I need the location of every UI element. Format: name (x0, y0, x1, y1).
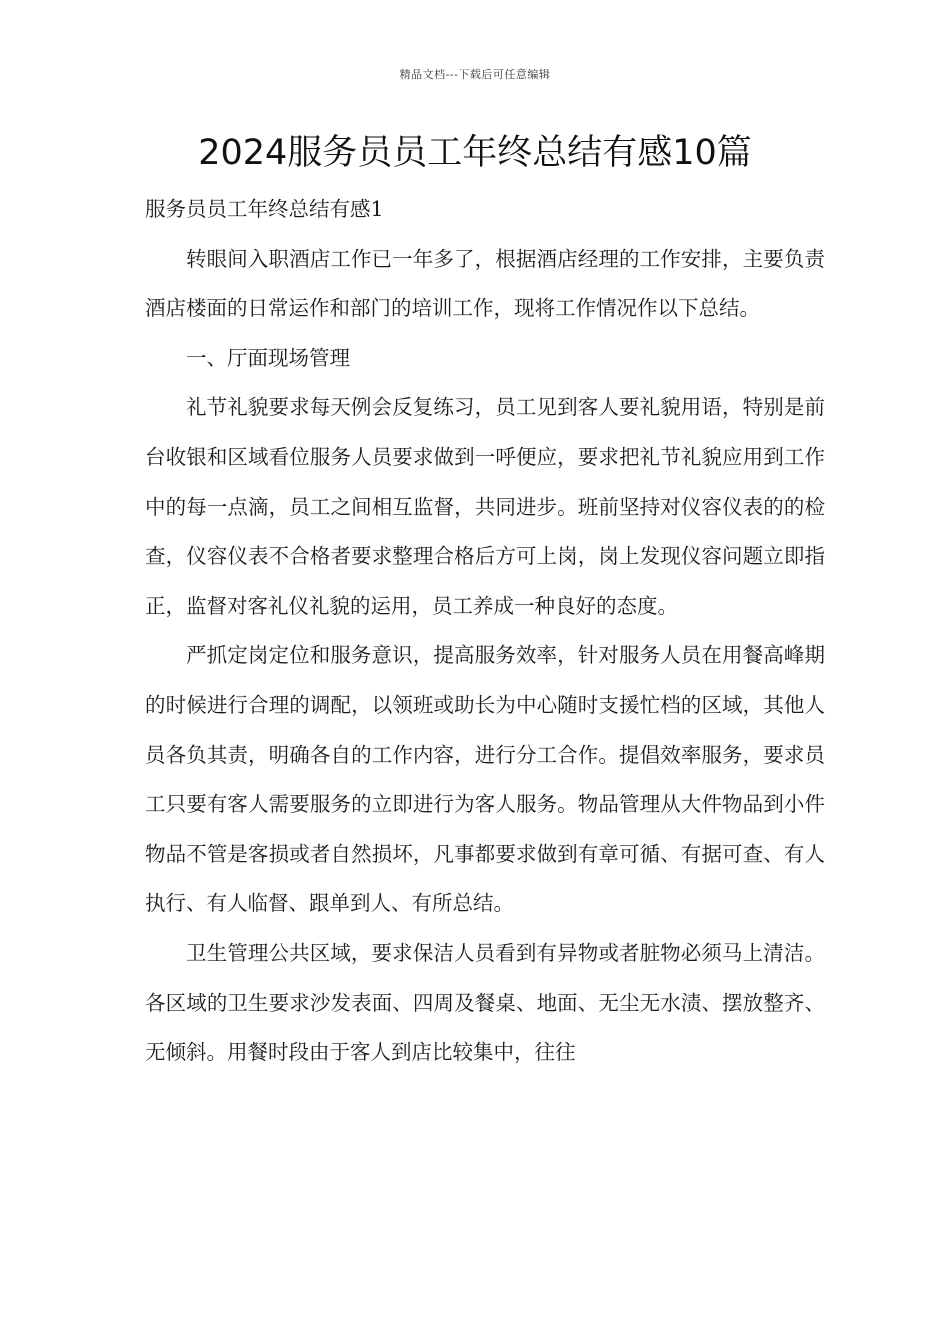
paragraph-intro: 转眼间入职酒店工作已一年多了，根据酒店经理的工作安排，主要负责酒店楼面的日常运作和部门的培训工作，现将工作情况作以下总结。 (145, 246, 825, 321)
paragraph-etiquette: 礼节礼貌要求每天例会反复练习，员工见到客人要礼貌用语，特别是前台收银和区域看位服务人员要求做到一呼便应，要求把礼节礼貌应用到工作中的每一点滴，员工之间相互监督，共同进步。班前坚持对仪容仪表的的检查，仪容仪表不合格者要求整理合格后方可上岗，岗上发现仪容问题立即指正，监督对客礼仪礼貌的运用，员工养成一种良好的态度。 (145, 395, 825, 618)
document-title: 2024服务员员工年终总结有感10篇 (198, 133, 752, 173)
paragraph-positioning: 严抓定岗定位和服务意识，提高服务效率，针对服务人员在用餐高峰期的时候进行合理的调配，以领班或助长为中心随时支援忙档的区域，其他人员各负其责，明确各自的工作内容，进行分工合作。提倡效率服务，要求员工只要有客人需要服务的立即进行为客人服务。物品管理从大件物品到小件物品不管是客损或者自然损坏，凡事都要求做到有章可循、有据可查、有人执行、有人临督、跟单到人、有所总结。 (145, 643, 825, 916)
header-note: 精品文档---下载后可任意编辑 (399, 68, 551, 81)
section-heading: 服务员员工年终总结有感1 (145, 197, 384, 221)
paragraph-hygiene: 卫生管理公共区域，要求保洁人员看到有异物或者脏物必须马上清洁。各区域的卫生要求沙发表面、四周及餐桌、地面、无尘无水渍、摆放整齐、无倾斜。用餐时段由于客人到店比较集中，往往 (145, 940, 825, 1065)
document-body (145, 185, 825, 1078)
subheading-hall-management: 一、厅面现场管理 (186, 345, 350, 370)
